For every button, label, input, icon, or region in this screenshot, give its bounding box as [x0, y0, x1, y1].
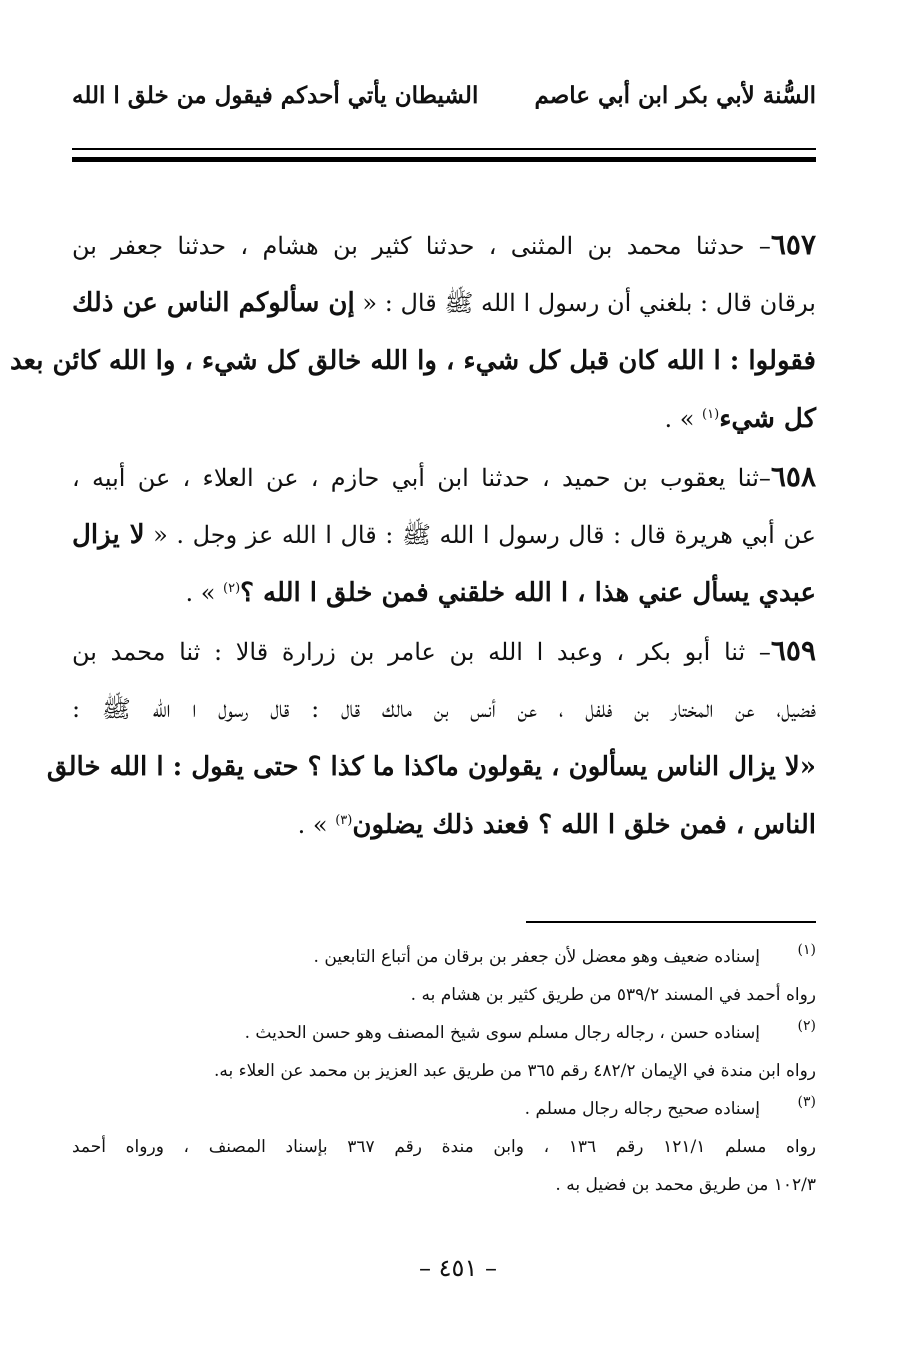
footnote-3-continued — [72, 1166, 816, 1204]
hadith-text — [10, 216, 816, 854]
hadith-number: ٦٥٨ — [770, 460, 816, 493]
running-header — [72, 82, 816, 122]
hadith-659-line-3: «لا يزال الناس يسألون ، يقولون ماكذا ما كذا ؟ حتى يقول : ا الله خالق — [46, 752, 816, 782]
footnote-ref: (١) — [702, 407, 720, 422]
hadith-658-line-1: ٦٥٨–ثنا يعقوب بن حميد ، حدثنا ابن أبي حازم ، عن العلاء ، عن أبيه ، — [72, 460, 816, 493]
footnote-text: إسناده حسن ، رجاله رجال مسلم سوى شيخ المصنف وهو حسن الحديث . — [244, 1023, 760, 1043]
footnote-mark: (٢) — [797, 1018, 816, 1034]
footnote-2-continued — [72, 1052, 816, 1090]
header-rule-thin — [72, 148, 816, 150]
footnote-text: رواه أحمد في المسند ٥٣٩/٢ من طريق كثير بن هشام به . — [410, 985, 816, 1005]
footnote-text: رواه ابن مندة في الإيمان ٤٨٢/٢ رقم ٣٦٥ من طريق عبد العزيز بن محمد عن العلاء به. — [214, 1061, 816, 1081]
hadith-659-line-1: ٦٥٩– ثنا أبو بكر ، وعبد ا الله بن عامر بن زرارة قالا : ثنا محمد بن — [72, 634, 816, 667]
chapter-title: الشيطان يأتي أحدكم فيقول من خلق ا الله — [72, 82, 479, 109]
hadith-657-line-2: برقان قال : بلغني أن رسول ا الله ﷺ قال : « إن سألوكم الناس عن ذلك — [72, 288, 816, 318]
page-number: – ٤٥١ – — [419, 1254, 497, 1282]
hadith-number: ٦٥٩ — [770, 634, 816, 667]
footnote-2 — [72, 1014, 816, 1052]
hadith-659-line-4: الناس ، فمن خلق ا الله ؟ فعند ذلك يضلون$^{(٣)}$ » . — [297, 810, 816, 840]
hadith-657-line-1: ٦٥٧– حدثنا محمد بن المثنى ، حدثنا كثير بن هشام ، حدثنا جعفر بن — [72, 228, 816, 261]
footnote-text: ١٠٢/٣ من طريق محمد بن فضيل به . — [555, 1175, 816, 1195]
footnote-3-continued — [72, 1128, 816, 1166]
footnote-1 — [72, 938, 816, 976]
footnote-text: إسناده ضعيف وهو معضل لأن جعفر بن برقان من أتباع التابعين . — [313, 947, 760, 967]
footnote-ref: (٣) — [335, 813, 353, 828]
header-rule-thick — [72, 157, 816, 162]
footnote-mark: (٣) — [797, 1094, 816, 1110]
hadith-658-line-2: عن أبي هريرة قال : قال رسول ا الله ﷺ : قال ا الله عز وجل . « لا يزال — [72, 520, 816, 550]
footnote-3 — [72, 1090, 816, 1128]
book-title: السُّنة لأبي بكر ابن أبي عاصم — [534, 82, 816, 109]
footnote-1-continued — [72, 976, 816, 1014]
hadith-number: ٦٥٧ — [770, 228, 816, 261]
hadith-659-line-2: فضيل، عن المختار بن فلفل ، عن أنس بن مالك قال : قال رسول ا الله ﷺ : — [72, 695, 816, 723]
footnote-ref: (٢) — [223, 581, 241, 596]
footnotes — [72, 938, 816, 1204]
footnote-separator — [526, 921, 816, 923]
footnote-text: إسناده صحيح رجاله رجال مسلم . — [524, 1099, 760, 1119]
hadith-657-line-4: كل شيء$^{(١)}$ » . — [664, 404, 816, 434]
hadith-657-line-3: فقولوا : ا الله كان قبل كل شيء ، وا الله خالق كل شيء ، وا الله كائن بعد — [10, 346, 816, 376]
footnote-text: رواه مسلم ١٢١/١ رقم ١٣٦ ، وابن مندة رقم ٣٦٧ بإسناد المصنف ، ورواه أحمد — [72, 1137, 817, 1157]
hadith-658-line-3: عبدي يسأل عني هذا ، ا الله خلقني فمن خلق ا الله ؟$^{(٢)}$ » . — [185, 578, 816, 608]
footnote-mark: (١) — [797, 942, 816, 958]
